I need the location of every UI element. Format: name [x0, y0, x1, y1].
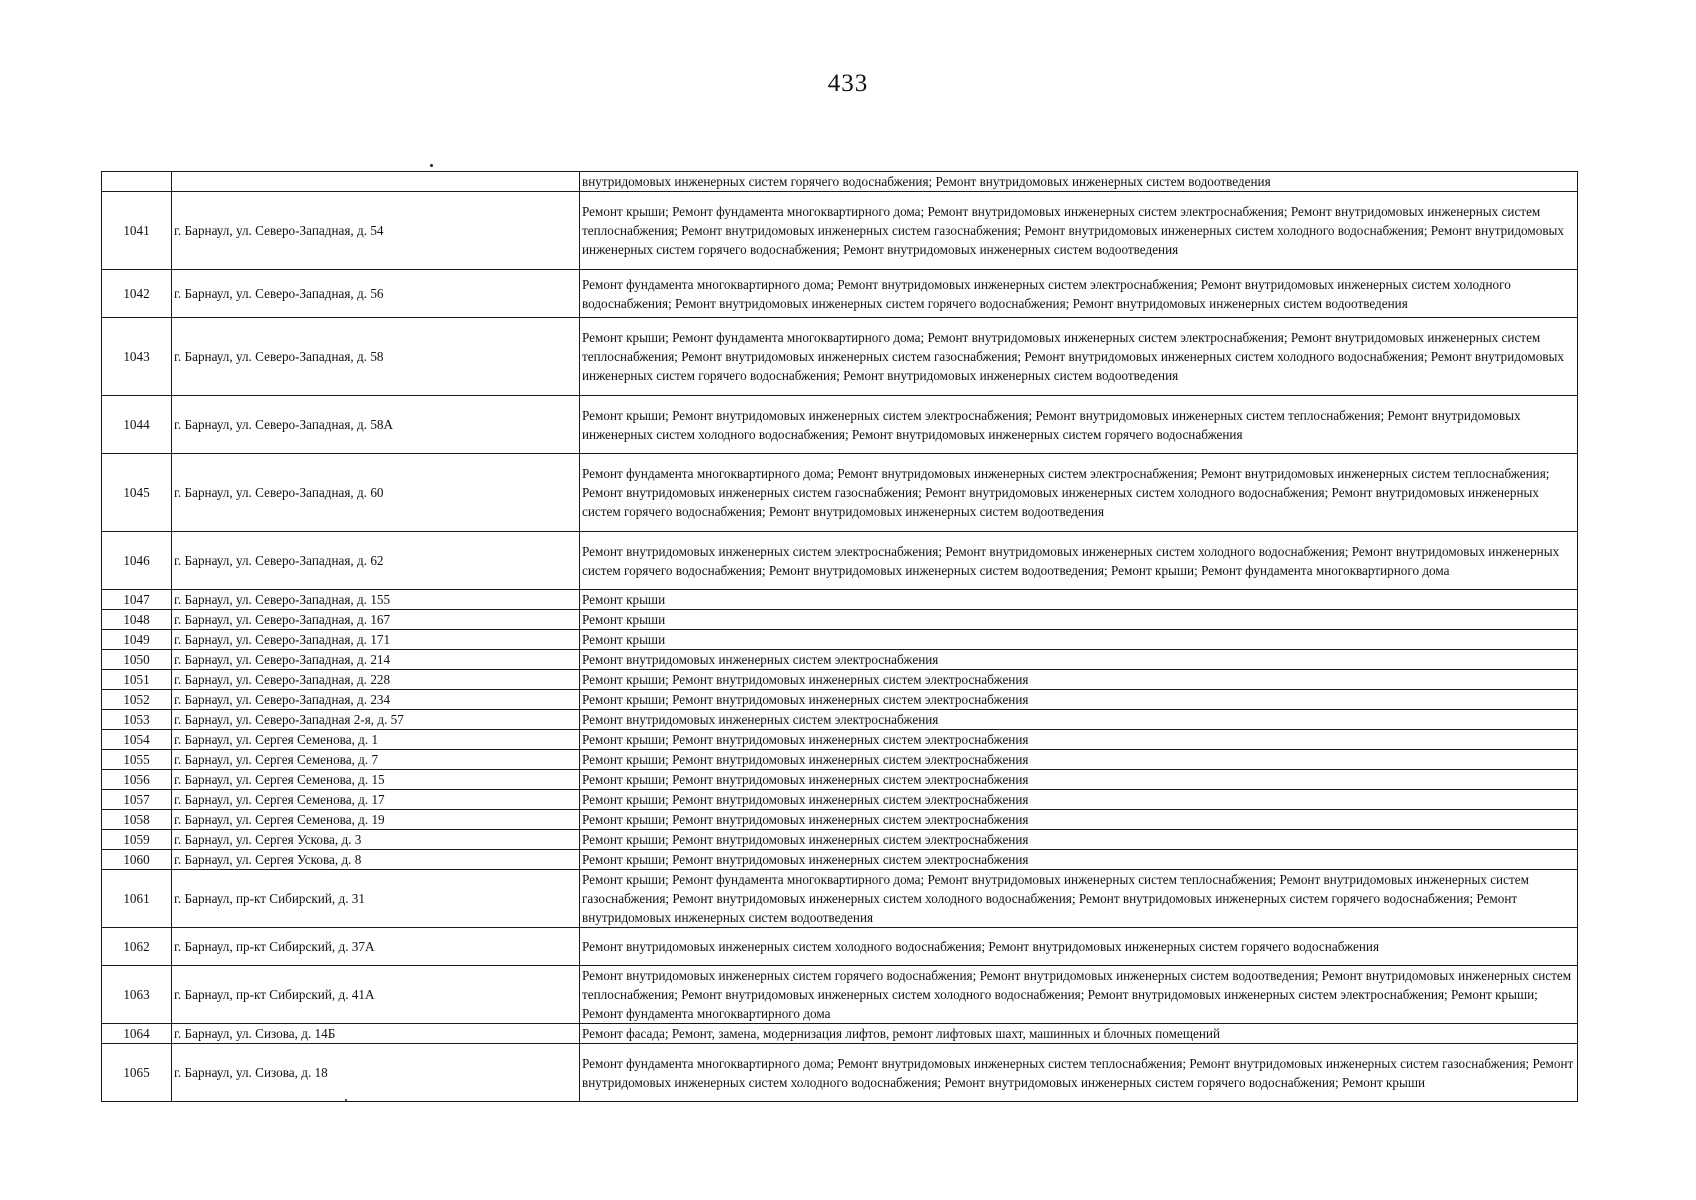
row-works: Ремонт крыши; Ремонт внутридомовых инженерных систем электроснабжения — [580, 770, 1578, 790]
row-works: Ремонт крыши; Ремонт фундамента многоквартирного дома; Ремонт внутридомовых инженерных систем электроснабжения; Ремонт внутридомовых инженерных систем теплоснабжения; Ремонт внутридомовых инженерных систем газоснабжения; Ремонт внутридомовых инженерных систем холодного водоснабжения; Ремонт внутридомовых инженерных систем горячего водоснабжения; Ремонт внутридомовых инженерных систем водоотведения — [580, 318, 1578, 396]
row-address: г. Барнаул, ул. Сергея Семенова, д. 1 — [172, 730, 580, 750]
table-row — [102, 928, 1578, 966]
row-works: Ремонт внутридомовых инженерных систем электроснабжения; Ремонт внутридомовых инженерных систем холодного водоснабжения; Ремонт внутридомовых инженерных систем горячего водоснабжения; Ремонт внутридомовых инженерных систем водоотведения; Ремонт крыши; Ремонт фундамента многоквартирного дома — [580, 532, 1578, 590]
row-works: Ремонт крыши; Ремонт внутридомовых инженерных систем электроснабжения; Ремонт внутридомовых инженерных систем теплоснабжения; Ремонт внутридомовых инженерных систем холодного водоснабжения; Ремонт внутридомовых инженерных систем горячего водоснабжения — [580, 396, 1578, 454]
table-row — [102, 396, 1578, 454]
row-works: Ремонт фасада; Ремонт, замена, модернизация лифтов, ремонт лифтовых шахт, машинных и блочных помещений — [580, 1024, 1578, 1044]
row-address: г. Барнаул, ул. Сергея Ускова, д. 3 — [172, 830, 580, 850]
row-number: 1042 — [102, 270, 172, 318]
row-number: 1048 — [102, 610, 172, 630]
row-works: Ремонт внутридомовых инженерных систем горячего водоснабжения; Ремонт внутридомовых инженерных систем водоотведения; Ремонт внутридомовых инженерных систем теплоснабжения; Ремонт внутридомовых инженерных систем холодного водоснабжения; Ремонт внутридомовых инженерных систем электроснабжения; Ремонт крыши; Ремонт фундамента многоквартирного дома — [580, 966, 1578, 1024]
table-row — [102, 172, 1578, 192]
row-number: 1063 — [102, 966, 172, 1024]
row-number: 1058 — [102, 810, 172, 830]
row-address: г. Барнаул, пр-кт Сибирский, д. 31 — [172, 870, 580, 928]
row-number: 1052 — [102, 690, 172, 710]
table-row — [102, 690, 1578, 710]
row-address: г. Барнаул, ул. Северо-Западная 2-я, д. 57 — [172, 710, 580, 730]
row-address: г. Барнаул, ул. Северо-Западная, д. 60 — [172, 454, 580, 532]
row-works: внутридомовых инженерных систем горячего водоснабжения; Ремонт внутридомовых инженерных систем водоотведения — [580, 172, 1578, 192]
page-number: 433 — [827, 70, 869, 97]
row-address: г. Барнаул, ул. Северо-Западная, д. 62 — [172, 532, 580, 590]
row-number: 1057 — [102, 790, 172, 810]
row-works: Ремонт фундамента многоквартирного дома; Ремонт внутридомовых инженерных систем теплоснабжения; Ремонт внутридомовых инженерных систем газоснабжения; Ремонт внутридомовых инженерных систем холодного водоснабжения; Ремонт внутридомовых инженерных систем горячего водоснабжения; Ремонт крыши — [580, 1044, 1578, 1102]
row-address: г. Барнаул, ул. Сергея Ускова, д. 8 — [172, 850, 580, 870]
table-row — [102, 750, 1578, 770]
row-number: 1041 — [102, 192, 172, 270]
row-works: Ремонт крыши; Ремонт внутридомовых инженерных систем электроснабжения — [580, 730, 1578, 750]
table-row — [102, 1044, 1578, 1102]
row-address — [172, 172, 580, 192]
row-address: г. Барнаул, пр-кт Сибирский, д. 41А — [172, 966, 580, 1024]
table-row — [102, 710, 1578, 730]
row-works: Ремонт внутридомовых инженерных систем холодного водоснабжения; Ремонт внутридомовых инженерных систем горячего водоснабжения — [580, 928, 1578, 966]
row-number: 1043 — [102, 318, 172, 396]
table-row — [102, 610, 1578, 630]
row-number: 1059 — [102, 830, 172, 850]
table-row — [102, 850, 1578, 870]
row-address: г. Барнаул, ул. Северо-Западная, д. 171 — [172, 630, 580, 650]
row-number: 1061 — [102, 870, 172, 928]
table-row — [102, 730, 1578, 750]
table-row — [102, 318, 1578, 396]
table-row — [102, 192, 1578, 270]
table-row — [102, 650, 1578, 670]
row-address: г. Барнаул, ул. Северо-Западная, д. 228 — [172, 670, 580, 690]
row-number: 1049 — [102, 630, 172, 650]
row-works: Ремонт крыши; Ремонт фундамента многоквартирного дома; Ремонт внутридомовых инженерных систем электроснабжения; Ремонт внутридомовых инженерных систем теплоснабжения; Ремонт внутридомовых инженерных систем газоснабжения; Ремонт внутридомовых инженерных систем холодного водоснабжения; Ремонт внутридомовых инженерных систем горячего водоснабжения; Ремонт внутридомовых инженерных систем водоотведения — [580, 192, 1578, 270]
table-row — [102, 532, 1578, 590]
row-address: г. Барнаул, ул. Сергея Семенова, д. 7 — [172, 750, 580, 770]
row-number: 1060 — [102, 850, 172, 870]
row-works: Ремонт крыши; Ремонт внутридомовых инженерных систем электроснабжения — [580, 670, 1578, 690]
row-address: г. Барнаул, ул. Северо-Западная, д. 58 — [172, 318, 580, 396]
row-works: Ремонт крыши; Ремонт внутридомовых инженерных систем электроснабжения — [580, 850, 1578, 870]
table-row — [102, 770, 1578, 790]
row-number: 1047 — [102, 590, 172, 610]
row-number: 1055 — [102, 750, 172, 770]
row-address: г. Барнаул, ул. Северо-Западная, д. 234 — [172, 690, 580, 710]
table-row — [102, 630, 1578, 650]
row-works: Ремонт внутридомовых инженерных систем электроснабжения — [580, 710, 1578, 730]
row-address: г. Барнаул, ул. Сергея Семенова, д. 19 — [172, 810, 580, 830]
row-number — [102, 172, 172, 192]
row-address: г. Барнаул, ул. Сергея Семенова, д. 17 — [172, 790, 580, 810]
row-number: 1053 — [102, 710, 172, 730]
row-works: Ремонт крыши — [580, 590, 1578, 610]
row-number: 1044 — [102, 396, 172, 454]
row-works: Ремонт крыши — [580, 630, 1578, 650]
table-row — [102, 870, 1578, 928]
row-number: 1051 — [102, 670, 172, 690]
table-row — [102, 810, 1578, 830]
row-number: 1065 — [102, 1044, 172, 1102]
table-row — [102, 790, 1578, 810]
table-row — [102, 270, 1578, 318]
row-address: г. Барнаул, ул. Северо-Западная, д. 58А — [172, 396, 580, 454]
row-works: Ремонт крыши; Ремонт внутридомовых инженерных систем электроснабжения — [580, 750, 1578, 770]
row-address: г. Барнаул, ул. Северо-Западная, д. 54 — [172, 192, 580, 270]
row-number: 1056 — [102, 770, 172, 790]
table-row — [102, 590, 1578, 610]
table-row — [102, 830, 1578, 850]
row-works: Ремонт крыши; Ремонт внутридомовых инженерных систем электроснабжения — [580, 830, 1578, 850]
table-row — [102, 1024, 1578, 1044]
row-number: 1045 — [102, 454, 172, 532]
row-works: Ремонт крыши; Ремонт внутридомовых инженерных систем электроснабжения — [580, 810, 1578, 830]
row-works: Ремонт внутридомовых инженерных систем электроснабжения — [580, 650, 1578, 670]
row-address: г. Барнаул, ул. Северо-Западная, д. 155 — [172, 590, 580, 610]
row-address: г. Барнаул, ул. Северо-Западная, д. 214 — [172, 650, 580, 670]
row-number: 1062 — [102, 928, 172, 966]
row-address: г. Барнаул, ул. Сизова, д. 14Б — [172, 1024, 580, 1044]
row-works: Ремонт фундамента многоквартирного дома; Ремонт внутридомовых инженерных систем электроснабжения; Ремонт внутридомовых инженерных систем теплоснабжения; Ремонт внутридомовых инженерных систем газоснабжения; Ремонт внутридомовых инженерных систем холодного водоснабжения; Ремонт внутридомовых инженерных систем горячего водоснабжения; Ремонт внутридомовых инженерных систем водоотведения — [580, 454, 1578, 532]
row-number: 1046 — [102, 532, 172, 590]
row-address: г. Барнаул, ул. Сергея Семенова, д. 15 — [172, 770, 580, 790]
row-address: г. Барнаул, ул. Северо-Западная, д. 167 — [172, 610, 580, 630]
table-row — [102, 454, 1578, 532]
row-works: Ремонт фундамента многоквартирного дома; Ремонт внутридомовых инженерных систем электроснабжения; Ремонт внутридомовых инженерных систем холодного водоснабжения; Ремонт внутридомовых инженерных систем горячего водоснабжения; Ремонт внутридомовых инженерных систем водоотведения — [580, 270, 1578, 318]
scan-speck — [430, 164, 433, 167]
row-works: Ремонт крыши; Ремонт фундамента многоквартирного дома; Ремонт внутридомовых инженерных систем теплоснабжения; Ремонт внутридомовых инженерных систем газоснабжения; Ремонт внутридомовых инженерных систем холодного водоснабжения; Ремонт внутридомовых инженерных систем горячего водоснабжения; Ремонт внутридомовых инженерных систем водоотведения — [580, 870, 1578, 928]
repair-registry-table — [101, 171, 1578, 1102]
row-number: 1050 — [102, 650, 172, 670]
row-number: 1054 — [102, 730, 172, 750]
row-address: г. Барнаул, ул. Сизова, д. 18 — [172, 1044, 580, 1102]
row-works: Ремонт крыши; Ремонт внутридомовых инженерных систем электроснабжения — [580, 790, 1578, 810]
row-works: Ремонт крыши; Ремонт внутридомовых инженерных систем электроснабжения — [580, 690, 1578, 710]
table-row — [102, 670, 1578, 690]
row-address: г. Барнаул, ул. Северо-Западная, д. 56 — [172, 270, 580, 318]
row-number: 1064 — [102, 1024, 172, 1044]
registry-body — [102, 172, 1578, 1102]
row-works: Ремонт крыши — [580, 610, 1578, 630]
table-row — [102, 966, 1578, 1024]
row-address: г. Барнаул, пр-кт Сибирский, д. 37А — [172, 928, 580, 966]
